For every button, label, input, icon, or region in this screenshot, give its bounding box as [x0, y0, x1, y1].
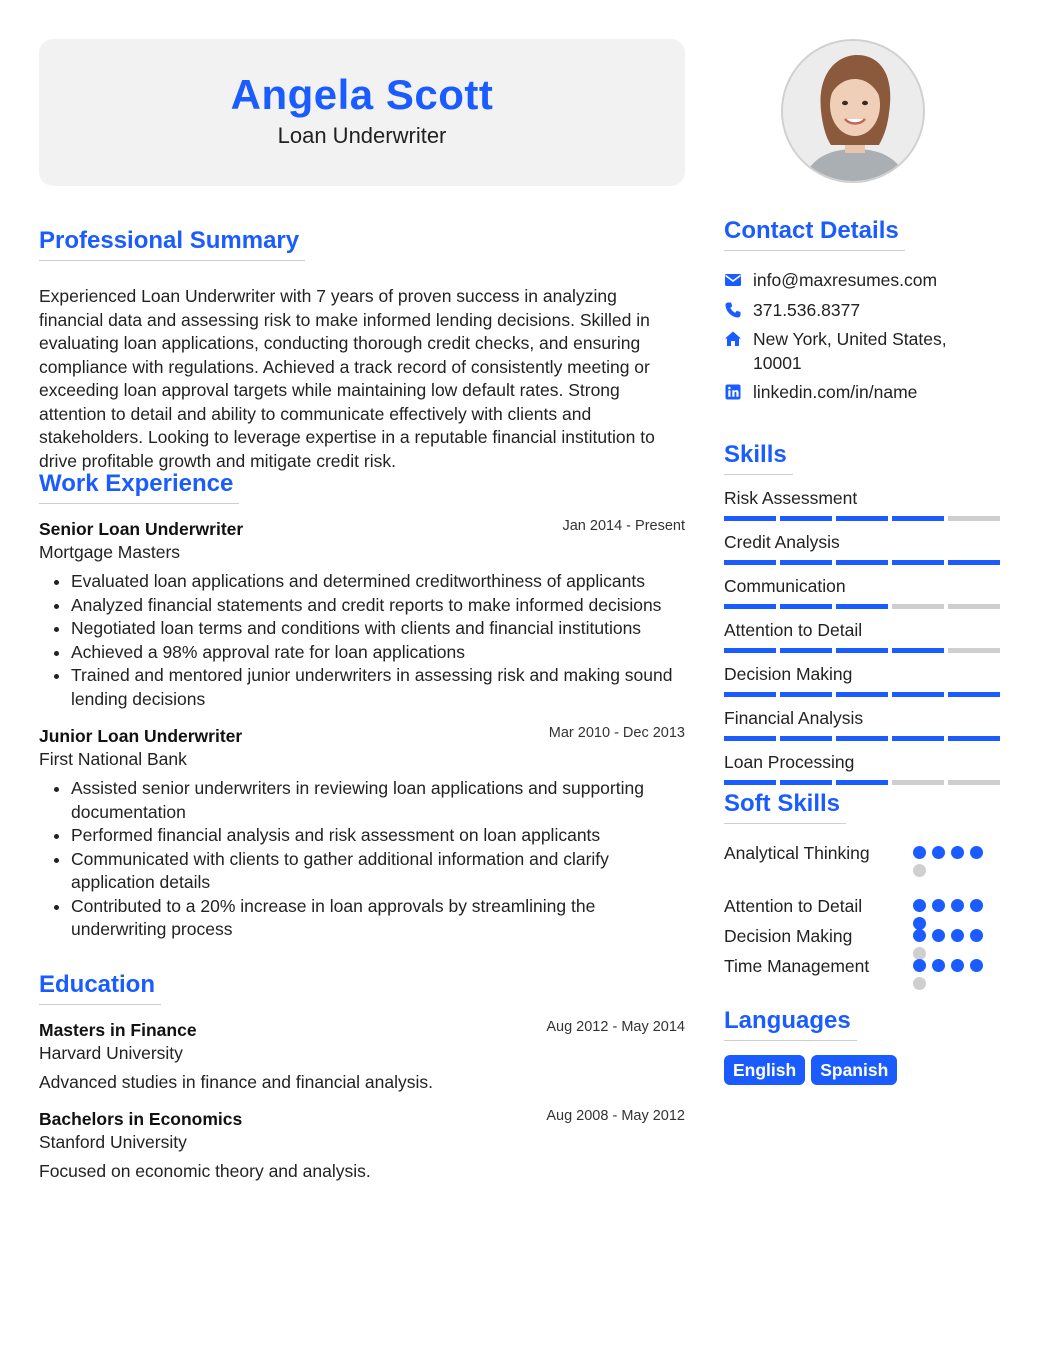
skill-name: Loan Processing [724, 752, 855, 772]
skill-level-segment [836, 516, 888, 521]
soft-skill-item [724, 955, 1000, 977]
linkedin-icon [724, 383, 742, 401]
contact-linkedin[interactable] [724, 381, 1000, 405]
skill-level-segment [948, 780, 1000, 785]
contact-heading: Contact Details [724, 216, 905, 251]
skill-item [724, 751, 1000, 785]
rating-dot [913, 929, 926, 942]
job-entry [39, 725, 685, 942]
skill-level-segment [780, 604, 832, 609]
skill-level-segment [948, 560, 1000, 565]
header-card [39, 39, 685, 186]
job-bullet: • Communicated with clients to gather additional information and clarify application details [71, 848, 685, 895]
education-date: Aug 2008 - May 2012 [546, 1108, 685, 1124]
rating-dot [932, 899, 945, 912]
rating-dot [951, 959, 964, 972]
school: Stanford University [39, 1132, 187, 1152]
skill-level-segment [780, 736, 832, 741]
skill-level-segment [780, 648, 832, 653]
skill-level-bar [724, 560, 1000, 565]
linkedin-text[interactable]: linkedin.com/in/name [753, 382, 918, 402]
rating-dot [970, 929, 983, 942]
skill-level-segment [948, 516, 1000, 521]
skill-level-segment [836, 560, 888, 565]
soft-skill-item [724, 895, 1000, 917]
job-bullet: • Trained and mentored junior underwriters in assessing risk and making sound lending decisions [71, 664, 685, 711]
education-date: Aug 2012 - May 2014 [546, 1019, 685, 1035]
summary-text: Experienced Loan Underwriter with 7 years of proven success in analyzing financial data and assessing risk to make informed lending decisions. Skilled in evaluating loan applications, conducting thorough credit checks, and ensuring compliance with regulations. Achieved a track record of consistently meeting or exceeding loan approval targets while maintaining low default rates. Strong attention to detail and ability to communicate effectively with clients and stakeholders. Looking to leverage expertise in a reputable financial institution to drive profitable growth and mitigate credit risk. [39, 286, 655, 471]
soft-skills-section [724, 789, 1000, 994]
skill-level-segment [780, 560, 832, 565]
rating-dot [932, 929, 945, 942]
job-bullets [39, 777, 685, 942]
job-bullet: • Negotiated loan terms and conditions with clients and financial institutions [71, 617, 685, 641]
skill-level-segment [892, 516, 944, 521]
job-bullet: • Contributed to a 20% increase in loan approvals by streamlining the underwriting process [71, 895, 685, 942]
soft-skill-item [724, 925, 1000, 947]
languages-heading: Languages [724, 1006, 857, 1041]
skill-level-segment [724, 780, 776, 785]
skill-level-bar [724, 648, 1000, 653]
work-heading: Work Experience [39, 469, 239, 504]
job-date: Mar 2010 - Dec 2013 [548, 725, 685, 741]
soft-skill-name: Attention to Detail [724, 896, 863, 916]
education-entry [39, 1108, 685, 1183]
job-role: Junior Loan Underwriter [39, 726, 243, 746]
skill-level-segment [724, 736, 776, 741]
skill-name: Communication [724, 576, 846, 596]
job-bullets [39, 570, 685, 711]
skill-level-segment [836, 648, 888, 653]
school: Harvard University [39, 1043, 183, 1063]
soft-skill-rating [913, 846, 985, 877]
soft-skill-rating [913, 959, 985, 990]
skill-level-segment [948, 692, 1000, 697]
rating-dot [913, 899, 926, 912]
education-description: Advanced studies in finance and financial analysis. [39, 1072, 433, 1092]
language-badge: Spanish [811, 1055, 897, 1085]
job-bullet: • Achieved a 98% approval rate for loan applications [71, 641, 685, 665]
job-date: Jan 2014 - Present [562, 518, 685, 534]
rating-dot [970, 959, 983, 972]
education-heading: Education [39, 970, 161, 1005]
skill-level-segment [892, 648, 944, 653]
skill-item [724, 663, 1000, 697]
skill-level-segment [780, 516, 832, 521]
main-column [39, 39, 685, 1181]
job-bullet: • Analyzed financial statements and credit reports to make informed decisions [71, 594, 685, 618]
skill-level-segment [892, 560, 944, 565]
location-text: New York, United States, 10001 [753, 329, 947, 373]
languages-section [724, 1006, 1000, 1085]
rating-dot [913, 977, 926, 990]
envelope-icon [724, 271, 742, 289]
skill-item [724, 575, 1000, 609]
skill-item [724, 619, 1000, 653]
soft-skill-name: Decision Making [724, 926, 853, 946]
skill-name: Decision Making [724, 664, 853, 684]
rating-dot [951, 899, 964, 912]
skill-item [724, 707, 1000, 741]
skill-name: Financial Analysis [724, 708, 864, 728]
avatar-illustration [783, 41, 925, 183]
skill-level-bar [724, 692, 1000, 697]
skill-level-segment [724, 604, 776, 609]
job-bullet: • Evaluated loan applications and determined creditworthiness of applicants [71, 570, 685, 594]
rating-dot [913, 864, 926, 877]
skill-level-segment [724, 648, 776, 653]
phone-text[interactable]: 371.536.8377 [753, 299, 861, 320]
job-bullet: • Performed financial analysis and risk assessment on loan applicants [71, 824, 685, 848]
job-entry [39, 518, 685, 711]
job-company: First National Bank [39, 749, 187, 769]
skill-level-segment [948, 736, 1000, 741]
skill-level-segment [836, 692, 888, 697]
skill-level-segment [780, 780, 832, 785]
rating-dot [970, 899, 983, 912]
contact-email[interactable] [724, 269, 1000, 293]
skill-level-segment [724, 692, 776, 697]
rating-dot [951, 929, 964, 942]
skill-level-segment [836, 780, 888, 785]
contact-location [724, 328, 1000, 375]
skill-item [724, 487, 1000, 521]
job-company: Mortgage Masters [39, 542, 181, 562]
job-bullet: • Assisted senior underwriters in reviewing loan applications and supporting documentation [71, 777, 685, 824]
skill-level-segment [892, 736, 944, 741]
education-section [39, 970, 685, 1183]
soft-skill-item [724, 842, 1000, 864]
language-badge: English [724, 1055, 805, 1085]
contact-phone[interactable] [724, 299, 1000, 323]
education-description: Focused on economic theory and analysis. [39, 1161, 371, 1181]
skill-level-bar [724, 516, 1000, 521]
job-title: Loan Underwriter [277, 123, 447, 148]
contact-section [724, 216, 1000, 411]
rating-dot [970, 846, 983, 859]
languages-list [724, 1055, 1000, 1085]
soft-skills-list [724, 824, 1000, 994]
summary-section [39, 226, 685, 473]
soft-skill-name: Time Management [724, 956, 870, 976]
skill-level-segment [892, 780, 944, 785]
summary-heading: Professional Summary [39, 226, 305, 261]
soft-skills-heading: Soft Skills [724, 789, 846, 824]
rating-dot [932, 959, 945, 972]
skill-level-bar [724, 736, 1000, 741]
skill-name: Credit Analysis [724, 532, 840, 552]
skill-level-segment [724, 516, 776, 521]
skill-level-segment [948, 648, 1000, 653]
skill-item [724, 531, 1000, 565]
rating-dot [932, 846, 945, 859]
rating-dot [913, 846, 926, 859]
skills-section [724, 440, 1000, 785]
soft-skill-name: Analytical Thinking [724, 843, 870, 863]
skill-level-segment [892, 692, 944, 697]
skill-level-bar [724, 604, 1000, 609]
home-icon [724, 330, 742, 348]
work-section [39, 469, 685, 942]
job-role: Senior Loan Underwriter [39, 519, 244, 539]
candidate-name: Angela Scott [230, 71, 494, 118]
skills-heading: Skills [724, 440, 793, 475]
skill-level-segment [836, 604, 888, 609]
skill-level-segment [948, 604, 1000, 609]
rating-dot [913, 959, 926, 972]
skill-level-segment [780, 692, 832, 697]
profile-photo [781, 39, 925, 183]
degree: Bachelors in Economics [39, 1109, 243, 1129]
skill-name: Risk Assessment [724, 488, 858, 508]
skills-list [724, 487, 1000, 785]
skill-level-segment [724, 560, 776, 565]
phone-icon [724, 301, 742, 319]
skill-level-segment [892, 604, 944, 609]
rating-dot [951, 846, 964, 859]
skill-level-segment [836, 736, 888, 741]
contact-list [724, 269, 1000, 405]
skill-level-bar [724, 780, 1000, 785]
education-entry [39, 1019, 685, 1094]
email-text[interactable]: info@maxresumes.com [753, 270, 938, 290]
degree: Masters in Finance [39, 1020, 197, 1040]
skill-name: Attention to Detail [724, 620, 863, 640]
